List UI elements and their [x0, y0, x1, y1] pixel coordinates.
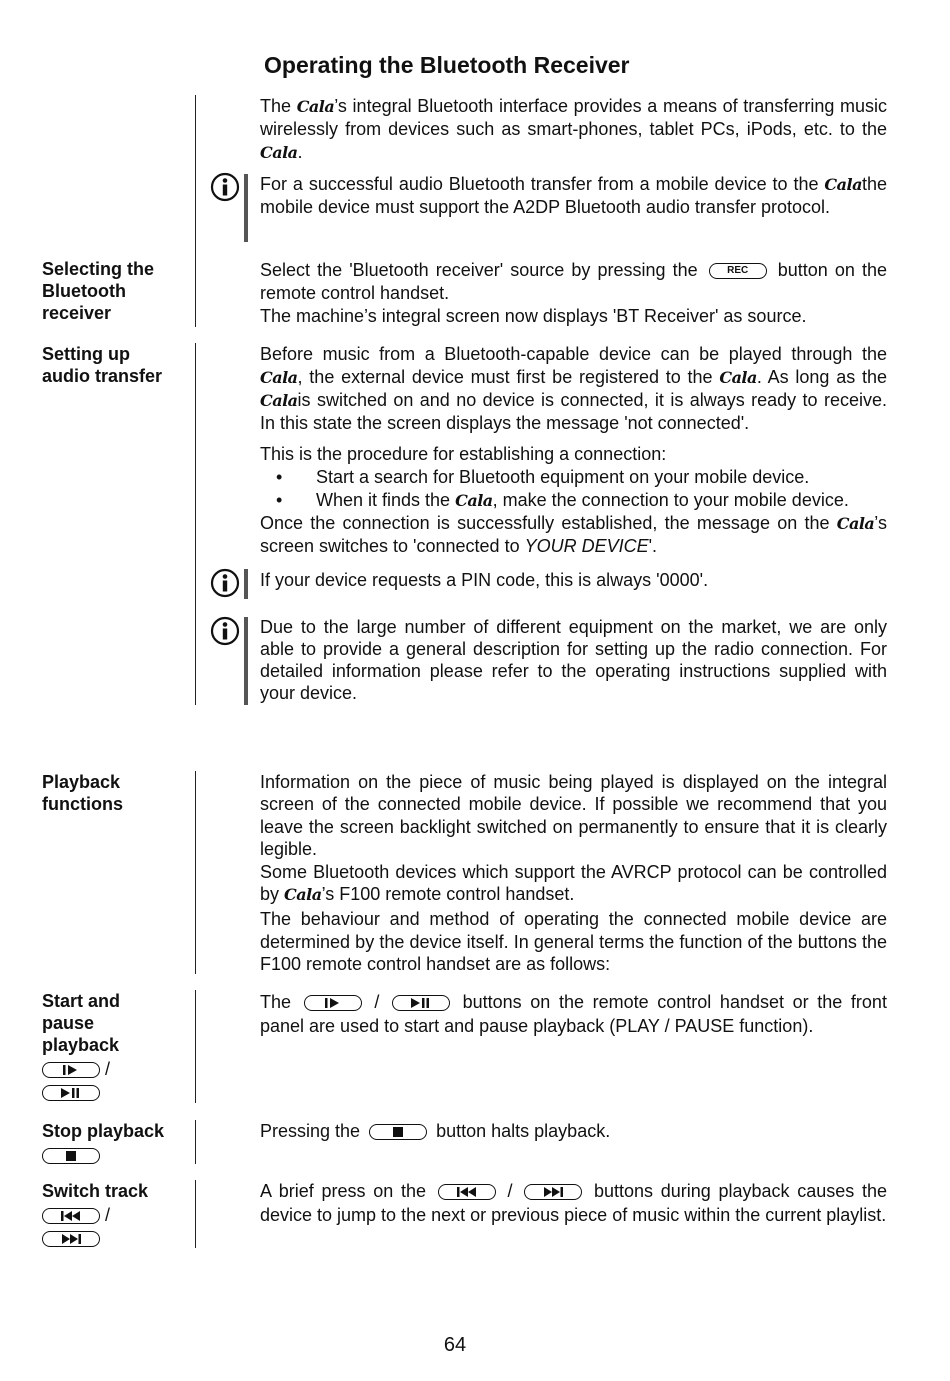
- brand-logo: Cala: [836, 514, 875, 533]
- list-item: • Start a search for Bluetooth equipment on your mobile device.: [276, 467, 810, 487]
- play-pause-icon: [410, 998, 432, 1008]
- brand-logo: Cala: [284, 885, 322, 905]
- play-pause-button: [42, 1085, 100, 1101]
- section-heading-setup: Setting up audio transfer: [42, 344, 163, 386]
- stop-icon: [393, 1127, 403, 1137]
- previous-button: [438, 1184, 496, 1200]
- divider-line: [195, 95, 196, 259]
- divider-line: [195, 343, 196, 705]
- note-bar: [244, 174, 248, 242]
- note-bar: [244, 569, 248, 599]
- play-pause-icon: [60, 1088, 82, 1098]
- brand-logo: Cala: [260, 143, 298, 162]
- skip-next-icon: [60, 1234, 82, 1244]
- next-button: [42, 1231, 100, 1247]
- brand-logo: Cala: [296, 97, 335, 116]
- stop-button: [369, 1124, 427, 1140]
- brand-logo: Cala: [455, 491, 493, 510]
- play-button: [42, 1062, 100, 1078]
- page-title: Operating the Bluetooth Receiver: [264, 52, 630, 78]
- info-icon: [210, 568, 240, 598]
- selecting-text: Select the 'Bluetooth receiver' source by pressing the REC button on the remote control handset. The machine’s integral screen now displays 'BT Receiver' as source.: [260, 260, 887, 326]
- switch-text: A brief press on the / buttons during playback causes the device to jump to the next or previous piece of music within the current playlist.: [260, 1181, 887, 1225]
- play-icon: [323, 998, 343, 1008]
- play-button: [304, 995, 362, 1011]
- divider-line: [195, 259, 196, 327]
- skip-next-icon: [542, 1187, 564, 1197]
- setup-text: Before music from a Bluetooth-capable device can be played through the Cala, the external device must first be registered to the Cala. As long as the Calais switched on and no device is connected, it is always ready to receive. In this state the screen displays the message 'not connected'. This is the procedure for establishing a connection: • Start a search for Bluetooth equipment on your mobile device. • When it finds the Cala, make the connection to your mobile device. Once the connection is successfully established, the message on the Cala’s screen switches to 'connected to YOUR DEVICE'.: [260, 344, 887, 556]
- pin-note: If your device requests a PIN code, this is always '0000'.: [260, 570, 709, 590]
- stop-button: [42, 1148, 100, 1164]
- compatibility-note: Due to the large number of different equipment on the market, we are only able to provide a general description for setting up the radio connection. For detailed information please refer to the operating instructions supplied with your device.: [260, 617, 887, 703]
- skip-previous-icon: [60, 1211, 82, 1221]
- stop-text: Pressing the button halts playback.: [260, 1121, 611, 1141]
- play-icon: [61, 1065, 81, 1075]
- brand-logo: Cala: [260, 368, 298, 387]
- bluetooth-note: For a successful audio Bluetooth transfer from a mobile device to the Calathe mobile device must support the A2DP Bluetooth audio transfer protocol.: [260, 174, 887, 217]
- play-pause-button: [392, 995, 450, 1011]
- section-heading-start-pause: Start and pause playback /: [42, 990, 162, 1103]
- section-heading-selecting: Selecting the Bluetooth receiver: [42, 259, 155, 323]
- brand-logo: Cala: [719, 368, 757, 387]
- note-bar: [244, 617, 248, 705]
- start-pause-text: The / buttons on the remote control handset or the front panel are used to start and pause playback (PLAY / PAUSE function).: [260, 992, 887, 1036]
- brand-logo: Cala: [260, 391, 298, 410]
- previous-button: [42, 1208, 100, 1224]
- next-button: [524, 1184, 582, 1200]
- divider-line: [195, 1120, 196, 1164]
- divider-line: [195, 771, 196, 974]
- playback-text: Information on the piece of music being played is displayed on the integral screen of the connected mobile device. If possible we recommend that you leave the screen backlight switched on permanently to ensure that it is clearly legible. Some Bluetooth devices which support the AVRCP protocol can be controlled by Cala’s F100 remote control handset. The behaviour and method of operating the connected mobile device are determined by the device itself. In general terms the function of the buttons the F100 remote control handset are as follows:: [260, 772, 887, 975]
- section-heading-playback: Playback functions: [42, 772, 123, 814]
- divider-line: [195, 990, 196, 1103]
- brand-logo: Cala: [824, 175, 862, 194]
- section-heading-stop: Stop playback: [42, 1120, 182, 1166]
- info-icon: [210, 616, 240, 646]
- intro-paragraph: The Cala’s integral Bluetooth interface provides a means of transferring music wirelessly from devices such as smart-phones, tablet PCs, iPods, etc. to the Cala.: [260, 96, 887, 162]
- info-icon: [210, 172, 240, 202]
- skip-previous-icon: [456, 1187, 478, 1197]
- page-number: 64: [443, 1334, 467, 1356]
- rec-button: REC: [709, 263, 767, 279]
- stop-icon: [66, 1151, 76, 1161]
- list-item: • When it finds the Cala, make the connection to your mobile device.: [276, 490, 849, 510]
- divider-line: [195, 1180, 196, 1248]
- section-heading-switch: Switch track /: [42, 1180, 182, 1249]
